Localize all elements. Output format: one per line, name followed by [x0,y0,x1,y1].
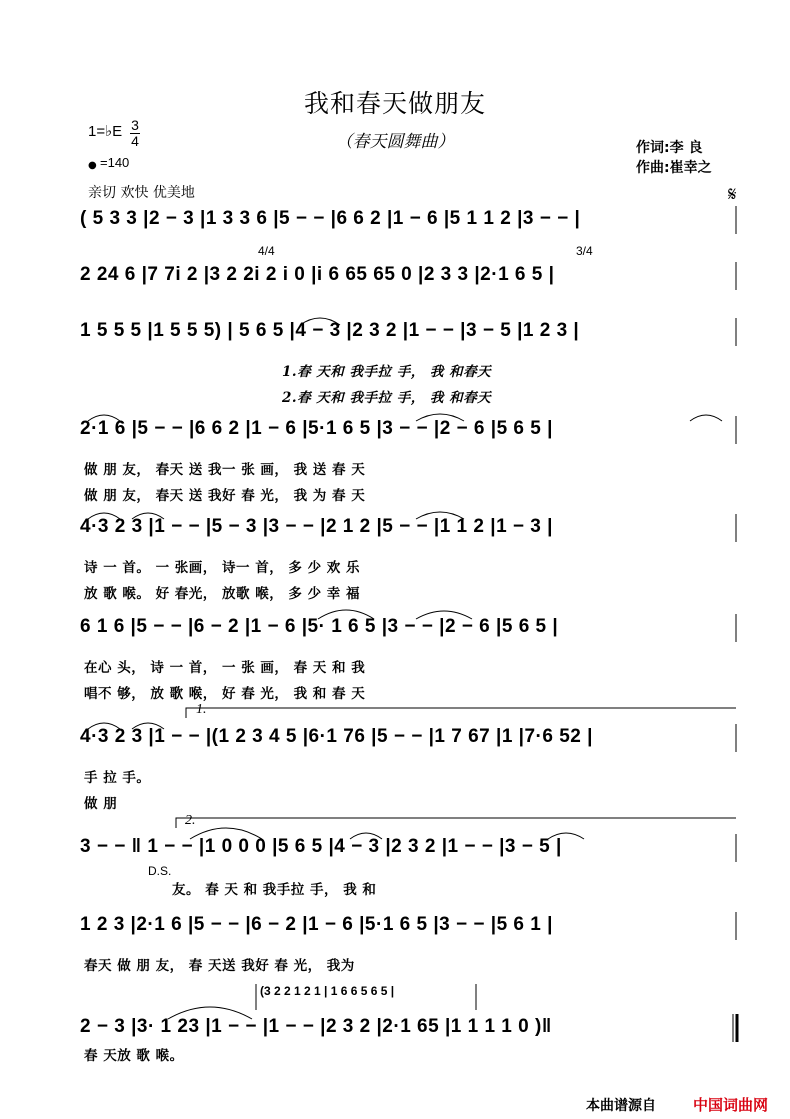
lyricist-credit: 作词:李 良 [636,140,703,156]
slur-line-5a [88,513,120,519]
score-line-10: 2 − 3 |3· 1 23 |1 − − |1 − − |2 3 2 |2·1 65 |1 1 1 1 0 )‖ [80,1016,552,1037]
score-line-7: 4·3 2 3 |1 − − |(1 2 3 4 5 |6·1 76 |5 − − |1 7 67 |1 |7·6 52 | [80,726,593,747]
time-change-b: 3/4 [576,244,593,258]
time-signature-top: 3 [131,117,139,133]
lyric-line-5b: 放 歌 喉。 好 春光， 放歌 喉， 多 少 幸 福 [84,586,360,602]
dal-segno-marking: D.S. [148,864,172,878]
volta-second-label: 2. [185,813,196,828]
slur-line-6b [416,611,472,619]
slur-line-4c [690,415,722,421]
score-line-2: 2 24 6 |7 7i 2 |3 2 2i 2 i 0 |i 6 65 65 0 |2 3 3 |2·1 6 5 | [80,264,555,285]
score-line-4: 2·1 6 |5 − − |6 6 2 |1 − 6 |5·1 6 5 |3 − − |2 − 6 |5 6 5 | [80,418,553,439]
slur-line-4b [416,414,464,421]
lyric-line-6b: 唱不 够， 放 歌 喉， 好 春 光， 我 和 春 天 [84,686,366,702]
composer-credit: 作曲:崔幸之 [636,160,712,176]
volta-first-bracket [186,708,736,718]
lyric-line-9: 春天 做 朋 友， 春 天送 我好 春 光， 我为 [84,958,355,974]
segno-icon: 𝄋 [728,182,737,206]
score-line-8: 3 − − ‖ 1 − − |1 0 0 0 |5 6 5 |4 − 3 |2 3 2 |1 − − |3 − 5 | [80,836,562,857]
lyric-line-8: 友。 春 天 和 我手拉 手， 我 和 [172,882,377,898]
volta-first-label: 1. [196,702,207,717]
slur-line-7b [132,723,164,729]
page-subtitle: （春天圆舞曲） [335,132,455,152]
slur-line-8b [350,833,382,839]
slur-line-10 [168,1007,252,1019]
slur-line-8c [548,833,584,839]
lyric-line-5a: 诗 一 首。 一 张画， 诗一 首， 多 少 欢 乐 [84,560,360,576]
quarter-note-icon: ● [88,160,97,171]
score-line-5: 4·3 2 3 |1 − − |5 − 3 |3 − − |2 1 2 |5 − − |1 1 2 |1 − 3 | [80,516,553,537]
slur-line-4a [88,415,120,421]
slur-line-5c [416,512,464,519]
page-title: 我和春天做朋友 [303,89,486,118]
footer-site-link[interactable]: 中国词曲网 [693,1096,769,1114]
key-signature: 1=♭E [88,123,123,140]
expression-marking: 亲切 欢快 优美地 [88,185,195,201]
score-line-9: 1 2 3 |2·1 6 |5 − − |6 − 2 |1 − 6 |5·1 6 5 |3 − − |5 6 1 | [80,914,553,935]
score-line-1: ( 5 3 3 |2 − 3 |1 3 3 6 |5 − − |6 6 2 |1 − 6 |5 1 1 2 |3 − − | [80,208,581,229]
slur-line-5b [132,513,164,519]
tempo-marking: =140 [100,155,130,170]
lyric-line-3b: 2.春 天和 我手拉 手， 我 和春天 [282,390,492,406]
lyric-line-10: 春 天放 歌 喉。 [84,1048,184,1064]
slur-line-7a [88,723,120,729]
volta-second-bracket [176,818,736,828]
score-line-10-upper: (3 2 2 1 2 1 | 1 6 6 5 6 5 | [260,984,395,998]
lyric-line-4b: 做 朋 友， 春天 送 我好 春 光， 我 为 春 天 [84,488,366,504]
lyric-line-7a: 手 拉 手。 [84,770,151,786]
slur-line-8a [190,828,262,839]
time-signature-bottom: 4 [131,133,139,149]
lyric-line-6a: 在心 头， 诗 一 首， 一 张 画， 春 天 和 我 [84,660,366,676]
score-line-3: 1 5 5 5 |1 5 5 5) | 5 6 5 |4 − 3 |2 3 2 |1 − − |3 − 5 |1 2 3 | [80,320,580,341]
lyric-line-7b: 做 朋 [84,796,118,812]
lyric-line-3a: 1.春 天和 我手拉 手， 我 和春天 [282,364,492,380]
footer-source: 本曲谱源自 [586,1098,656,1114]
slur-line-6a [318,610,374,619]
lyric-line-4a: 做 朋 友， 春天 送 我一 张 画， 我 送 春 天 [84,462,366,478]
score-line-6: 6 1 6 |5 − − |6 − 2 |1 − 6 |5· 1 6 5 |3 − − |2 − 6 |5 6 5 | [80,616,559,637]
time-change-a: 4/4 [258,244,275,258]
slur-line-3 [300,318,340,325]
